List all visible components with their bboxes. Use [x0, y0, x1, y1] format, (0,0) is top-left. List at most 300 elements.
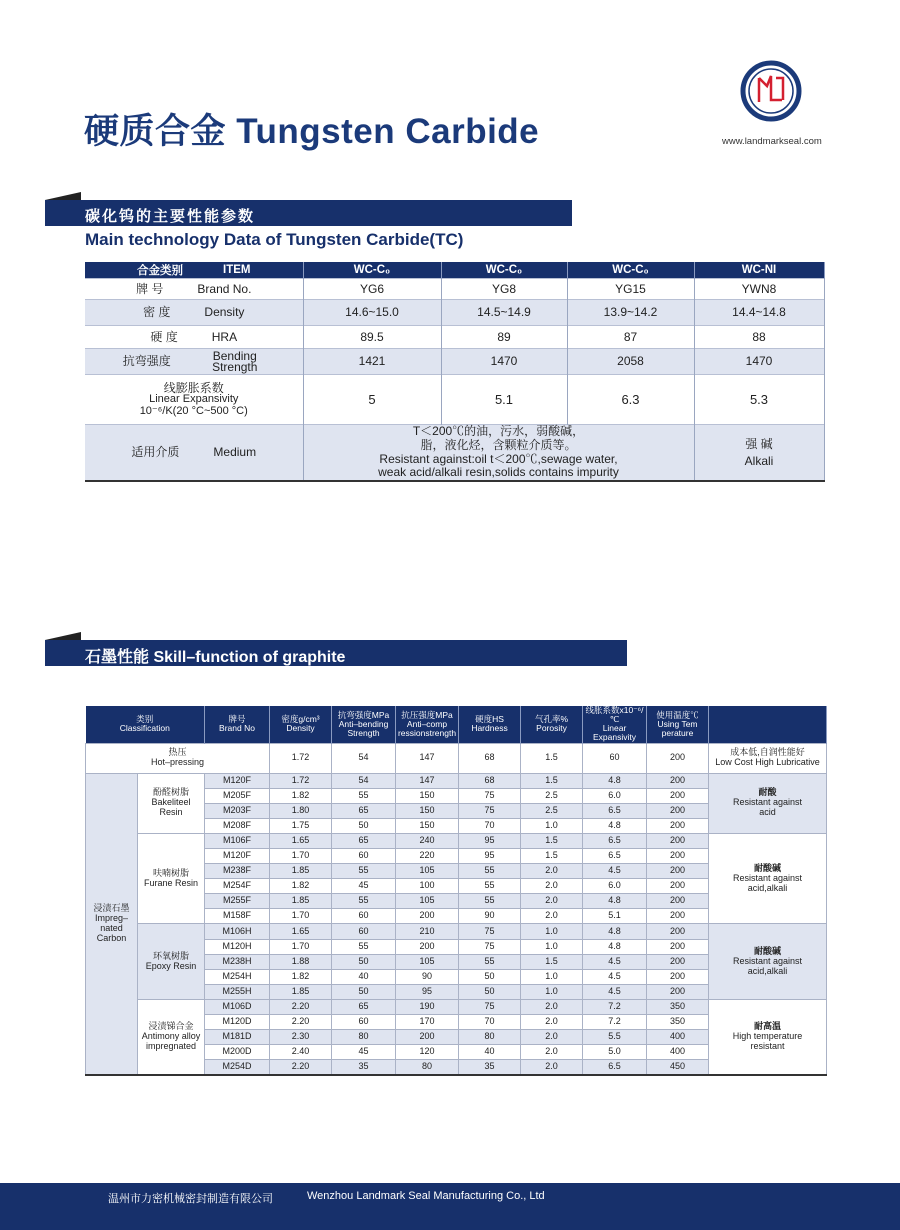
cell-value — [270, 864, 332, 879]
cell-value — [583, 803, 647, 818]
cell-value — [270, 924, 332, 939]
cell-value — [270, 833, 332, 848]
cell-value — [694, 326, 824, 349]
value: 14.4~14.8 — [732, 305, 786, 320]
value: 45 — [358, 1046, 369, 1057]
value: 35 — [358, 1061, 369, 1072]
value: 95 — [422, 985, 433, 996]
header-cn: 密度g/cm³ — [281, 714, 320, 725]
value: 45 — [358, 880, 369, 891]
value: 89.5 — [360, 329, 384, 344]
table-row — [86, 833, 827, 848]
brand-cell — [205, 924, 270, 939]
cell-value — [647, 1045, 709, 1060]
value: 200 — [670, 789, 686, 800]
cell-value — [332, 818, 396, 833]
cell-value — [396, 954, 459, 969]
cell-value — [647, 1015, 709, 1030]
cell-value — [441, 300, 567, 326]
cell-value — [647, 924, 709, 939]
value: 1.65 — [291, 925, 310, 936]
cell-value — [647, 833, 709, 848]
cell-value — [647, 848, 709, 863]
cell-value — [396, 939, 459, 954]
cell-value — [521, 909, 583, 924]
value: 5.1 — [608, 910, 621, 921]
header-cell — [270, 706, 332, 743]
label-en: Density — [204, 305, 245, 320]
value: 190 — [419, 1001, 435, 1011]
cell-value — [303, 349, 441, 375]
value: 2.0 — [545, 910, 558, 921]
value: 1.5 — [545, 774, 558, 785]
value: 88 — [752, 329, 766, 344]
header-cell — [332, 706, 396, 743]
note-en: Resistant against acid — [732, 797, 803, 818]
value: 2.0 — [545, 865, 558, 876]
cell-value — [583, 909, 647, 924]
header-en: Anti–comp ressionstrength — [397, 718, 457, 738]
value: 1.5 — [545, 850, 558, 861]
cell-value — [647, 773, 709, 788]
value: 75 — [484, 925, 495, 936]
cell-value — [521, 848, 583, 863]
value: 6.5 — [608, 850, 621, 861]
header-en: Porosity — [536, 723, 567, 734]
cell-value — [647, 984, 709, 999]
company-logo — [740, 60, 802, 122]
cell-value — [396, 1015, 459, 1030]
header-cn: 抗弯强度MPa — [337, 709, 390, 720]
value: 400 — [670, 1046, 686, 1057]
cell-value — [332, 879, 396, 894]
cell-value — [441, 326, 567, 349]
value: 70 — [484, 819, 495, 830]
header-cn: 线胀系数x10⁻⁶/℃ — [585, 705, 644, 725]
grade-label: WC-NI — [741, 264, 777, 276]
label-cn: 抗弯强度 — [122, 354, 171, 369]
value: 7.2 — [608, 1001, 621, 1011]
grade-label: WC-C₀ — [485, 264, 523, 276]
subclass-cn: 呋喃树脂 — [153, 867, 190, 878]
brand-cell — [205, 879, 270, 894]
value: 40 — [484, 1046, 495, 1057]
cell-value — [270, 803, 332, 818]
cell-value — [270, 969, 332, 984]
value: 150 — [419, 804, 435, 815]
label-cn: 牌 号 — [136, 281, 164, 296]
brand: M255H — [222, 985, 252, 996]
value: 200 — [670, 865, 686, 876]
value: YG15 — [615, 281, 646, 296]
value: 1.82 — [291, 970, 310, 981]
value: 55 — [358, 789, 369, 800]
value: 1.85 — [291, 985, 310, 996]
cell-value — [694, 349, 824, 375]
cell-value — [583, 984, 647, 999]
row-label — [85, 300, 303, 326]
class-cn: 浸渍石墨 — [93, 902, 130, 913]
cell-value — [694, 375, 824, 425]
header-grade — [694, 262, 824, 279]
table-row — [85, 375, 824, 425]
cell-value — [521, 999, 583, 1014]
value: 1.70 — [291, 940, 310, 951]
brand: M120H — [222, 940, 252, 951]
website-url[interactable]: www.landmarkseal.com — [722, 136, 822, 147]
value: 4.5 — [608, 865, 621, 876]
cell-value — [583, 894, 647, 909]
value: 75 — [484, 940, 495, 951]
value: 90 — [422, 970, 433, 981]
table-row — [86, 999, 827, 1014]
cell-value — [521, 924, 583, 939]
class-cn: 热压 — [168, 747, 187, 758]
cell-value — [694, 300, 824, 326]
row-label — [85, 349, 303, 375]
label-en: Bending Strength — [212, 348, 258, 374]
subclass-cell — [138, 999, 205, 1074]
value: 6.3 — [621, 391, 640, 407]
cell-value — [459, 879, 521, 894]
note-en: Resistant against acid,alkali — [732, 955, 803, 976]
cell-value — [521, 894, 583, 909]
header-cell — [709, 706, 827, 743]
header-en: Density — [286, 723, 315, 734]
value: 2.5 — [545, 804, 558, 815]
cell-value — [303, 375, 441, 425]
cell-value — [647, 788, 709, 803]
brand-cell — [205, 954, 270, 969]
value: 90 — [484, 910, 495, 921]
value: 60 — [609, 752, 620, 763]
brand: M255F — [223, 895, 252, 906]
cell-value — [459, 909, 521, 924]
value: 50 — [484, 985, 495, 996]
label-cn: 硬 度 — [150, 329, 178, 344]
cell-value — [270, 939, 332, 954]
brand-cell — [205, 969, 270, 984]
cell-value — [396, 999, 459, 1014]
value: 95 — [484, 834, 495, 845]
table-row — [85, 326, 824, 349]
value: 1.72 — [291, 752, 310, 763]
brand: M208F — [223, 819, 252, 830]
value: 55 — [484, 955, 495, 966]
brand-cell — [205, 984, 270, 999]
section-banner-graphite: 石墨性能 Skill–function of graphite — [45, 640, 627, 666]
value: 65 — [358, 1001, 369, 1011]
header-cell — [521, 706, 583, 743]
cell-value — [459, 954, 521, 969]
cell-value — [332, 984, 396, 999]
value: 200 — [670, 850, 686, 861]
cell-value — [332, 1060, 396, 1075]
value: 200 — [670, 834, 686, 845]
banner-tab — [45, 192, 81, 200]
cell-value — [441, 349, 567, 375]
table-header — [85, 262, 824, 279]
tungsten-carbide-table — [85, 262, 825, 482]
header-en: Linear Expansivity — [593, 723, 637, 743]
grade-label: WC-C₀ — [353, 264, 391, 276]
cell-value — [459, 984, 521, 999]
header-cell — [459, 706, 521, 743]
header-cn: 硬度HS — [475, 714, 504, 725]
value: 5.0 — [608, 1046, 621, 1057]
cell-value — [459, 924, 521, 939]
value: 55 — [484, 895, 495, 906]
value: 5.1 — [494, 391, 514, 407]
cell-value — [441, 279, 567, 300]
cell-value — [270, 894, 332, 909]
value: 1.65 — [291, 834, 310, 845]
value: 147 — [419, 774, 435, 785]
value: 60 — [358, 850, 369, 861]
label-cn: 线膨胀系数 — [163, 380, 224, 395]
value: 120 — [419, 1046, 435, 1057]
cell-value — [459, 818, 521, 833]
label-en: Brand No. — [197, 281, 252, 296]
value: 105 — [419, 895, 435, 906]
value: 65 — [358, 804, 369, 815]
brand-cell — [205, 894, 270, 909]
medium-en-2: weak acid/alkali resin,solids contains impurity — [378, 465, 619, 480]
cell-value — [396, 879, 459, 894]
header-cn: 牌号 — [228, 714, 246, 725]
subclass-en: Bakeliteel Resin — [151, 797, 191, 818]
value: 1.0 — [545, 819, 558, 830]
brand-cell — [205, 864, 270, 879]
value: 54 — [358, 752, 369, 763]
value: 1.80 — [291, 804, 310, 815]
header-en: Using Tem perature — [657, 718, 698, 738]
value: 40 — [358, 970, 369, 981]
cell-value — [567, 349, 694, 375]
table-row — [85, 425, 824, 482]
label-en: Medium — [213, 445, 257, 460]
cell-value — [521, 954, 583, 969]
row-label — [85, 326, 303, 349]
note-en: Resistant against acid,alkali — [732, 872, 803, 893]
value: 2.0 — [545, 1046, 558, 1057]
cell-value — [396, 924, 459, 939]
brand: M106F — [223, 834, 252, 845]
cell-value — [270, 984, 332, 999]
subclass-en: Furane Resin — [143, 877, 199, 888]
cell-value — [521, 1030, 583, 1045]
brand: M120F — [223, 850, 252, 861]
cell-value — [521, 773, 583, 788]
note-cell — [709, 924, 827, 999]
value: 1.5 — [545, 752, 558, 763]
value: 4.8 — [608, 940, 621, 951]
brand-cell — [205, 999, 270, 1014]
cell-value — [332, 999, 396, 1014]
row-label — [85, 375, 303, 425]
value: 4.5 — [608, 985, 621, 996]
note-cn: 成本低,自润性能好 — [730, 747, 805, 758]
value: 105 — [419, 955, 435, 966]
value: 5.3 — [749, 391, 769, 407]
medium-co-cell — [303, 425, 694, 482]
value: 2.20 — [291, 1001, 310, 1011]
cell-value — [459, 1030, 521, 1045]
value: 87 — [623, 329, 638, 344]
value: 1.0 — [545, 940, 558, 951]
value: 60 — [358, 1016, 369, 1027]
value: YG6 — [359, 281, 384, 296]
cell-value — [396, 773, 459, 788]
cell-value — [647, 999, 709, 1014]
brand-cell — [205, 1030, 270, 1045]
cell-value — [459, 894, 521, 909]
value: 80 — [422, 1061, 433, 1072]
value: 68 — [484, 752, 495, 763]
cell-value — [332, 894, 396, 909]
cell-value — [270, 999, 332, 1014]
cell-value — [396, 848, 459, 863]
value: 6.0 — [608, 880, 621, 891]
header-item-en: ITEM — [223, 264, 251, 276]
cell-value — [647, 894, 709, 909]
cell-value — [270, 879, 332, 894]
table-row — [85, 300, 824, 326]
value: 200 — [670, 955, 686, 966]
note-en: High temperature resistant — [732, 1030, 803, 1051]
cell-value — [459, 1045, 521, 1060]
table-row — [86, 924, 827, 939]
note-cn: 耐酸碱 — [754, 862, 782, 873]
cell-value — [270, 909, 332, 924]
value: 150 — [419, 819, 435, 830]
brand-cell — [205, 939, 270, 954]
footer-company-en: Wenzhou Landmark Seal Manufacturing Co., Ltd — [307, 1190, 545, 1202]
brand-cell — [205, 848, 270, 863]
table-row — [85, 349, 824, 375]
header-cell — [86, 706, 205, 743]
row-label — [85, 425, 303, 482]
brand-cell — [205, 788, 270, 803]
cell-value — [459, 969, 521, 984]
cell-value — [647, 1060, 709, 1075]
header-en: Classification — [119, 723, 170, 734]
cell-value — [332, 864, 396, 879]
cell-value — [459, 803, 521, 818]
value: 200 — [670, 804, 686, 815]
value: 89 — [497, 329, 511, 344]
value: 55 — [484, 865, 495, 876]
cell-value — [583, 879, 647, 894]
cell-value — [459, 939, 521, 954]
value: 2.0 — [545, 1031, 558, 1042]
cell-value — [396, 788, 459, 803]
cell-value — [459, 1060, 521, 1075]
cell-value — [583, 969, 647, 984]
value: 5.5 — [608, 1031, 621, 1042]
value: 200 — [670, 895, 686, 906]
value: 7.2 — [608, 1016, 621, 1027]
value: 14.6~15.0 — [345, 305, 399, 320]
cell-value — [583, 743, 647, 773]
value: 200 — [670, 925, 686, 936]
subclass-cn: 浸渍锑合金 — [148, 1021, 194, 1032]
value: 55 — [484, 880, 495, 891]
value: 200 — [419, 940, 435, 951]
cell-value — [647, 939, 709, 954]
cell-value — [441, 375, 567, 425]
cell-value — [567, 279, 694, 300]
subclass-cn: 酚醛树脂 — [153, 787, 190, 798]
value: 200 — [670, 752, 686, 763]
cell-value — [583, 939, 647, 954]
cell-value — [332, 954, 396, 969]
header-cell — [647, 706, 709, 743]
value: 210 — [419, 925, 435, 936]
cell-value — [567, 300, 694, 326]
value: 50 — [484, 970, 495, 981]
cell-value — [583, 833, 647, 848]
value: 2.0 — [545, 1061, 558, 1072]
value: 200 — [670, 985, 686, 996]
cell-value — [332, 848, 396, 863]
value: 105 — [419, 865, 435, 876]
value: 65 — [358, 834, 369, 845]
cell-value — [332, 924, 396, 939]
cell-value — [396, 864, 459, 879]
label-en: HRA — [211, 329, 238, 344]
value: 1.5 — [545, 834, 558, 845]
cell-value — [396, 894, 459, 909]
value: 2.40 — [291, 1046, 310, 1057]
value: YG8 — [491, 281, 516, 296]
cell-value — [521, 788, 583, 803]
medium-ni-cell — [694, 425, 824, 482]
cell-value — [396, 803, 459, 818]
value: 4.8 — [608, 774, 621, 785]
brand-cell — [205, 833, 270, 848]
table-header — [86, 706, 827, 743]
cell-value — [332, 1030, 396, 1045]
cell-value — [332, 743, 396, 773]
value: 55 — [358, 865, 369, 876]
cell-value — [396, 969, 459, 984]
table-row — [86, 773, 827, 788]
section-subtitle-tc: Main technology Data of Tungsten Carbide(TC) — [85, 230, 464, 249]
grade-label: WC-C₀ — [612, 264, 649, 276]
cell-value — [583, 999, 647, 1014]
value: 55 — [358, 940, 369, 951]
cell-value — [583, 1045, 647, 1060]
value: 1470 — [745, 354, 773, 369]
value: 2.5 — [545, 789, 558, 800]
note-cn: 耐高温 — [754, 1021, 782, 1032]
cell-value — [694, 279, 824, 300]
note-cn: 耐酸 — [758, 787, 777, 798]
medium-en-1: Resistant against:oil t＜200℃,sewage water, — [379, 451, 618, 466]
value: 100 — [419, 880, 435, 891]
value: 54 — [358, 774, 369, 785]
value: 95 — [484, 850, 495, 861]
class-en: Impreg– nated Carbon — [94, 912, 129, 943]
header-item-cn: 合金类别 — [137, 265, 183, 277]
brand-cell — [205, 1045, 270, 1060]
header-en: Hardness — [471, 723, 508, 734]
value: 240 — [419, 834, 435, 845]
cell-value — [583, 864, 647, 879]
label-cn: 密 度 — [143, 305, 171, 320]
note-cell — [709, 743, 827, 773]
